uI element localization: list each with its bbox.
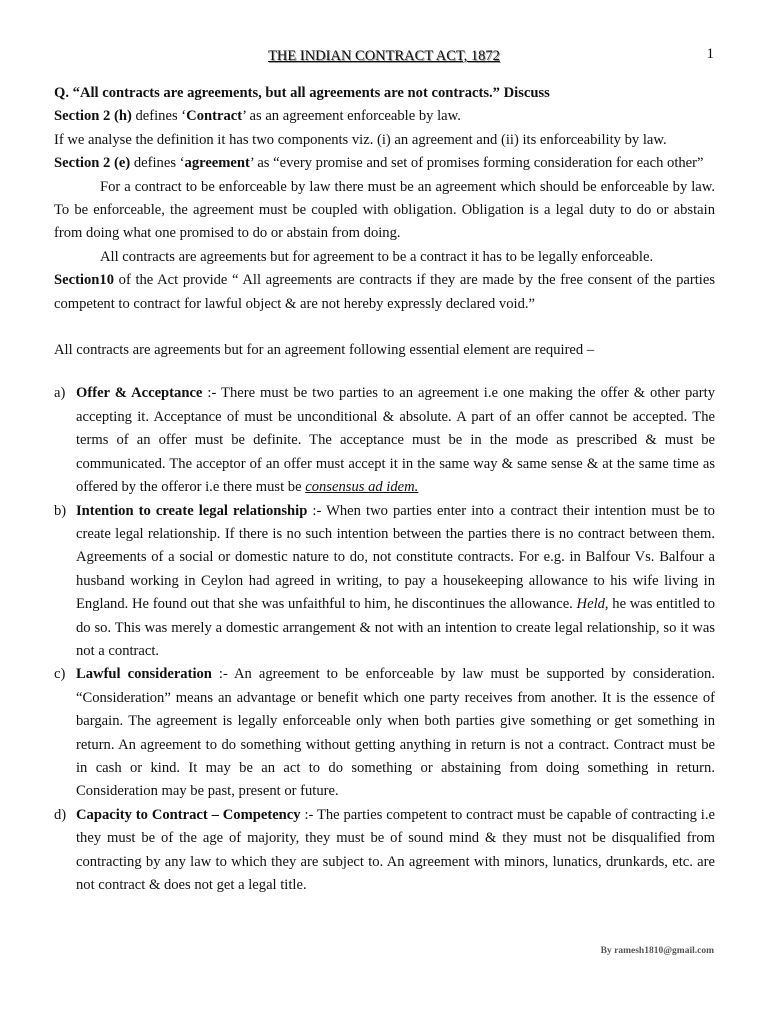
list-item-offer-acceptance: a) Offer & Acceptance :- There must be two parties to an agreement i.e one making the offer & other party accepting it. Acceptance of must be unconditional & absolute. A part of an offer cannot be accepted. The terms of an offer must be definite. The acceptance must be in the mode as prescribed & must be communicated. The acceptor of an offer must accept it in the same way & same sense & at the same time as offered by the offeror i.e there must be consensus ad idem. (54, 382, 715, 499)
list-marker: a) (54, 385, 66, 402)
page-number: 1 (706, 46, 714, 62)
page-header (0, 48, 768, 68)
list-item-consideration: c) Lawful consideration :- An agreement to be enforceable by law must be supported by consideration. “Consideration” means an advantage or benefit which one party receives from another. It is the essence of bargain. The agreement is legally enforceable only when both parties give something or get something in return. An agreement to do something without getting anything in return is not a contract. Contract must be in cash or kind. It may be an act to do something or abstaining from doing something in return. Consideration may be past, present or future. (54, 663, 715, 803)
element-title: Offer & Acceptance (76, 385, 203, 402)
section-label: Section10 (54, 272, 114, 289)
analysis-paragraph: If we analyse the definition it has two components viz. (i) an agreement and (ii) its enforceability by law. (54, 131, 667, 148)
section-label: Section 2 (h) (54, 108, 132, 125)
section-2h-definition: Section 2 (h) defines ‘Contract’ as an agreement enforceable by law. (54, 108, 461, 125)
held-term: Held (576, 596, 605, 613)
question-heading: Q. “All contracts are agreements, but all agreements are not contracts.” Discuss (54, 85, 550, 101)
defined-term: Contract (186, 108, 243, 125)
list-marker: b) (54, 502, 67, 519)
defined-term: agreement (184, 155, 250, 172)
list-marker: d) (54, 806, 67, 823)
document-body (54, 82, 715, 897)
section-10-paragraph: Section10 of the Act provide “ All agreements are contracts if they are made by the free consent of the parties competent to contract for lawful object & are not hereby expressly declared void.” (54, 272, 715, 312)
section-label: Section 2 (e) (54, 155, 131, 172)
element-title: Lawful consideration (76, 666, 212, 683)
elements-intro: All contracts are agreements but for an agreement following essential element are required – (54, 342, 595, 359)
essential-elements-list (54, 382, 715, 897)
element-title: Capacity to Contract – Competency (76, 806, 301, 823)
list-marker: c) (54, 666, 66, 683)
element-title: Intention to create legal relationship (76, 502, 308, 519)
latin-phrase: consensus ad idem. (305, 479, 419, 496)
enforceability-paragraph: For a contract to be enforceable by law there must be an agreement which should be enforceable by law. To be enforceable, the agreement must be coupled with obligation. Obligation is a legal duty to do or abstain from doing what one promised to do or abstain from doing. (54, 178, 715, 242)
list-item-intention: b) Intention to create legal relationship :- When two parties enter into a contract their intention must be to create legal relationship. If there is no such intention between the parties there is no contract between them. Agreements of a social or domestic nature to do, not constitute contracts. For e.g. in Balfour Vs. Balfour a husband working in Ceylon had agreed in writing, to pay a housekeeping allowance to his wife living in England. He found out that she was unfaithful to him, he discontinues the allowance. Held, he was entitled to do so. This was merely a domestic arrangement & not with an intention to create legal relationship, so it was not a contract. (54, 500, 715, 664)
document-title: THE INDIAN CONTRACT ACT, 1872 (268, 48, 500, 64)
section-2e-definition: Section 2 (e) defines ‘agreement’ as “every promise and set of promises forming consideration for each other” (54, 155, 704, 172)
list-item-capacity: d) Capacity to Contract – Competency :- The parties competent to contract must be capable of contracting i.e they must be of the age of majority, they must be of sound mind & they must not be disqualified from contracting by any law to which they are subject to. An agreement with minors, lunatics, drunkards, etc. are not contract & does not get a legal title. (54, 804, 715, 898)
author-credit: By ramesh1810@gmail.com (600, 946, 714, 956)
agreement-contract-paragraph: All contracts are agreements but for agreement to be a contract it has to be legally enforceable. (100, 248, 654, 265)
